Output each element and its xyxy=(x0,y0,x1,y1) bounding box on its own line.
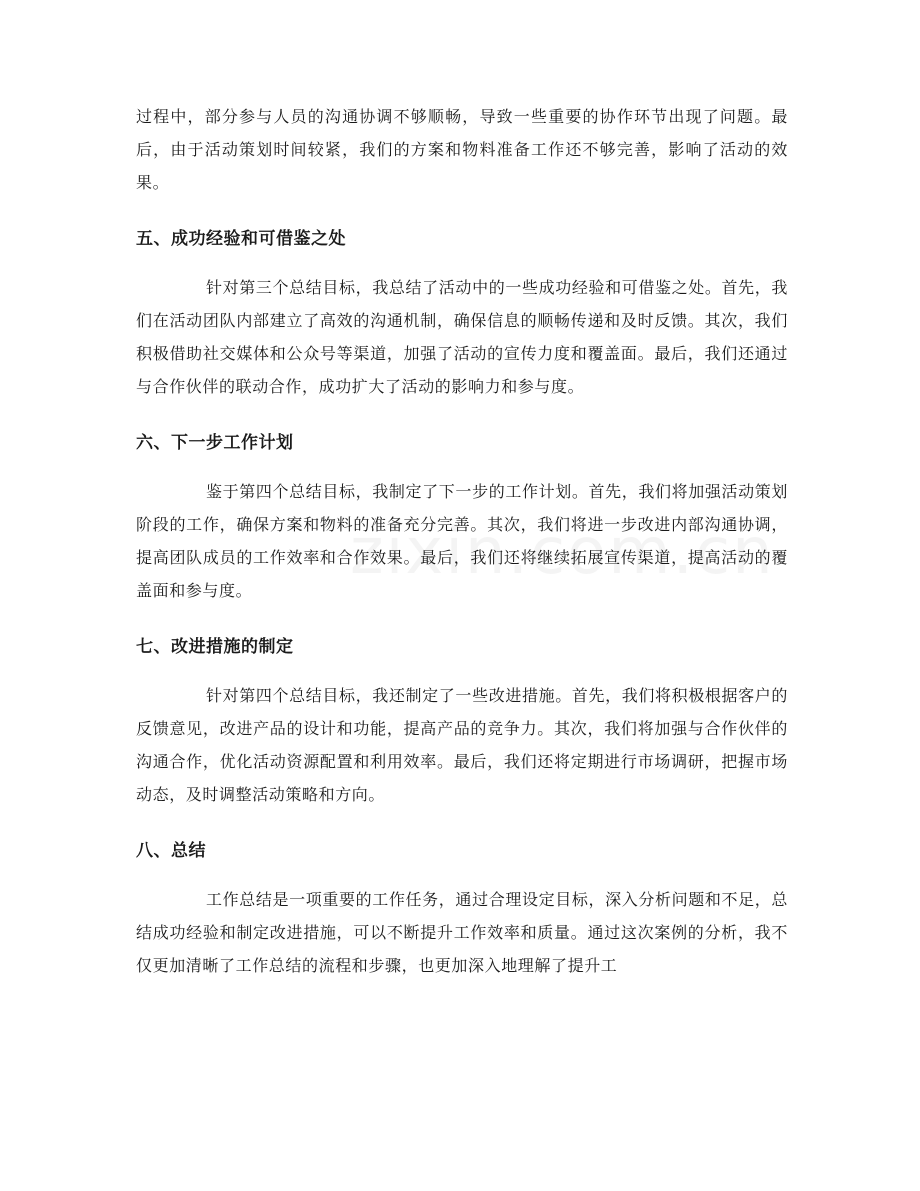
document-content xyxy=(136,100,788,982)
section-paragraph: 鉴于第四个总结目标，我制定了下一步的工作计划。首先，我们将加强活动策划阶段的工作，确保方案和物料的准备充分完善。其次，我们将进一步改进内部沟通协调，提高团队成员的工作效率和合作效果。最后，我们还将继续拓展宣传渠道，提高活动的覆盖面和参与度。 xyxy=(136,482,788,600)
section-paragraph: 针对第四个总结目标，我还制定了一些改进措施。首先，我们将积极根据客户的反馈意见，改进产品的设计和功能，提高产品的竞争力。其次，我们将加强与合作伙伴的沟通合作，优化活动资源配置和利用效率。最后，我们还将定期进行市场调研，把握市场动态，及时调整活动策略和方向。 xyxy=(136,686,788,804)
section-next-plan xyxy=(136,425,788,607)
section-heading: 八、总结 xyxy=(136,841,206,861)
section-success-experience xyxy=(136,221,788,403)
section-summary xyxy=(136,833,788,982)
section-paragraph: 针对第三个总结目标，我总结了活动中的一些成功经验和可借鉴之处。首先，我们在活动团队内部建立了高效的沟通机制，确保信息的顺畅传递和及时反馈。其次，我们积极借助社交媒体和公众号等渠道，加强了活动的宣传力度和覆盖面。最后，我们还通过与合作伙伴的联动合作，成功扩大了活动的影响力和参与度。 xyxy=(136,278,788,396)
section-improvement-measures xyxy=(136,629,788,811)
section-heading: 七、改进措施的制定 xyxy=(136,637,294,657)
section-paragraph: 工作总结是一项重要的工作任务，通过合理设定目标，深入分析问题和不足，总结成功经验和制定改进措施，可以不断提升工作效率和质量。通过这次案例的分析，我不仅更加清晰了工作总结的流程和步骤，也更加深入地理解了提升工 xyxy=(136,890,788,975)
section-heading: 五、成功经验和可借鉴之处 xyxy=(136,229,346,249)
intro-paragraph: 过程中，部分参与人员的沟通协调不够顺畅，导致一些重要的协作环节出现了问题。最后，由于活动策划时间较紧，我们的方案和物料准备工作还不够完善，影响了活动的效果。 xyxy=(136,107,788,192)
section-heading: 六、下一步工作计划 xyxy=(136,433,294,453)
